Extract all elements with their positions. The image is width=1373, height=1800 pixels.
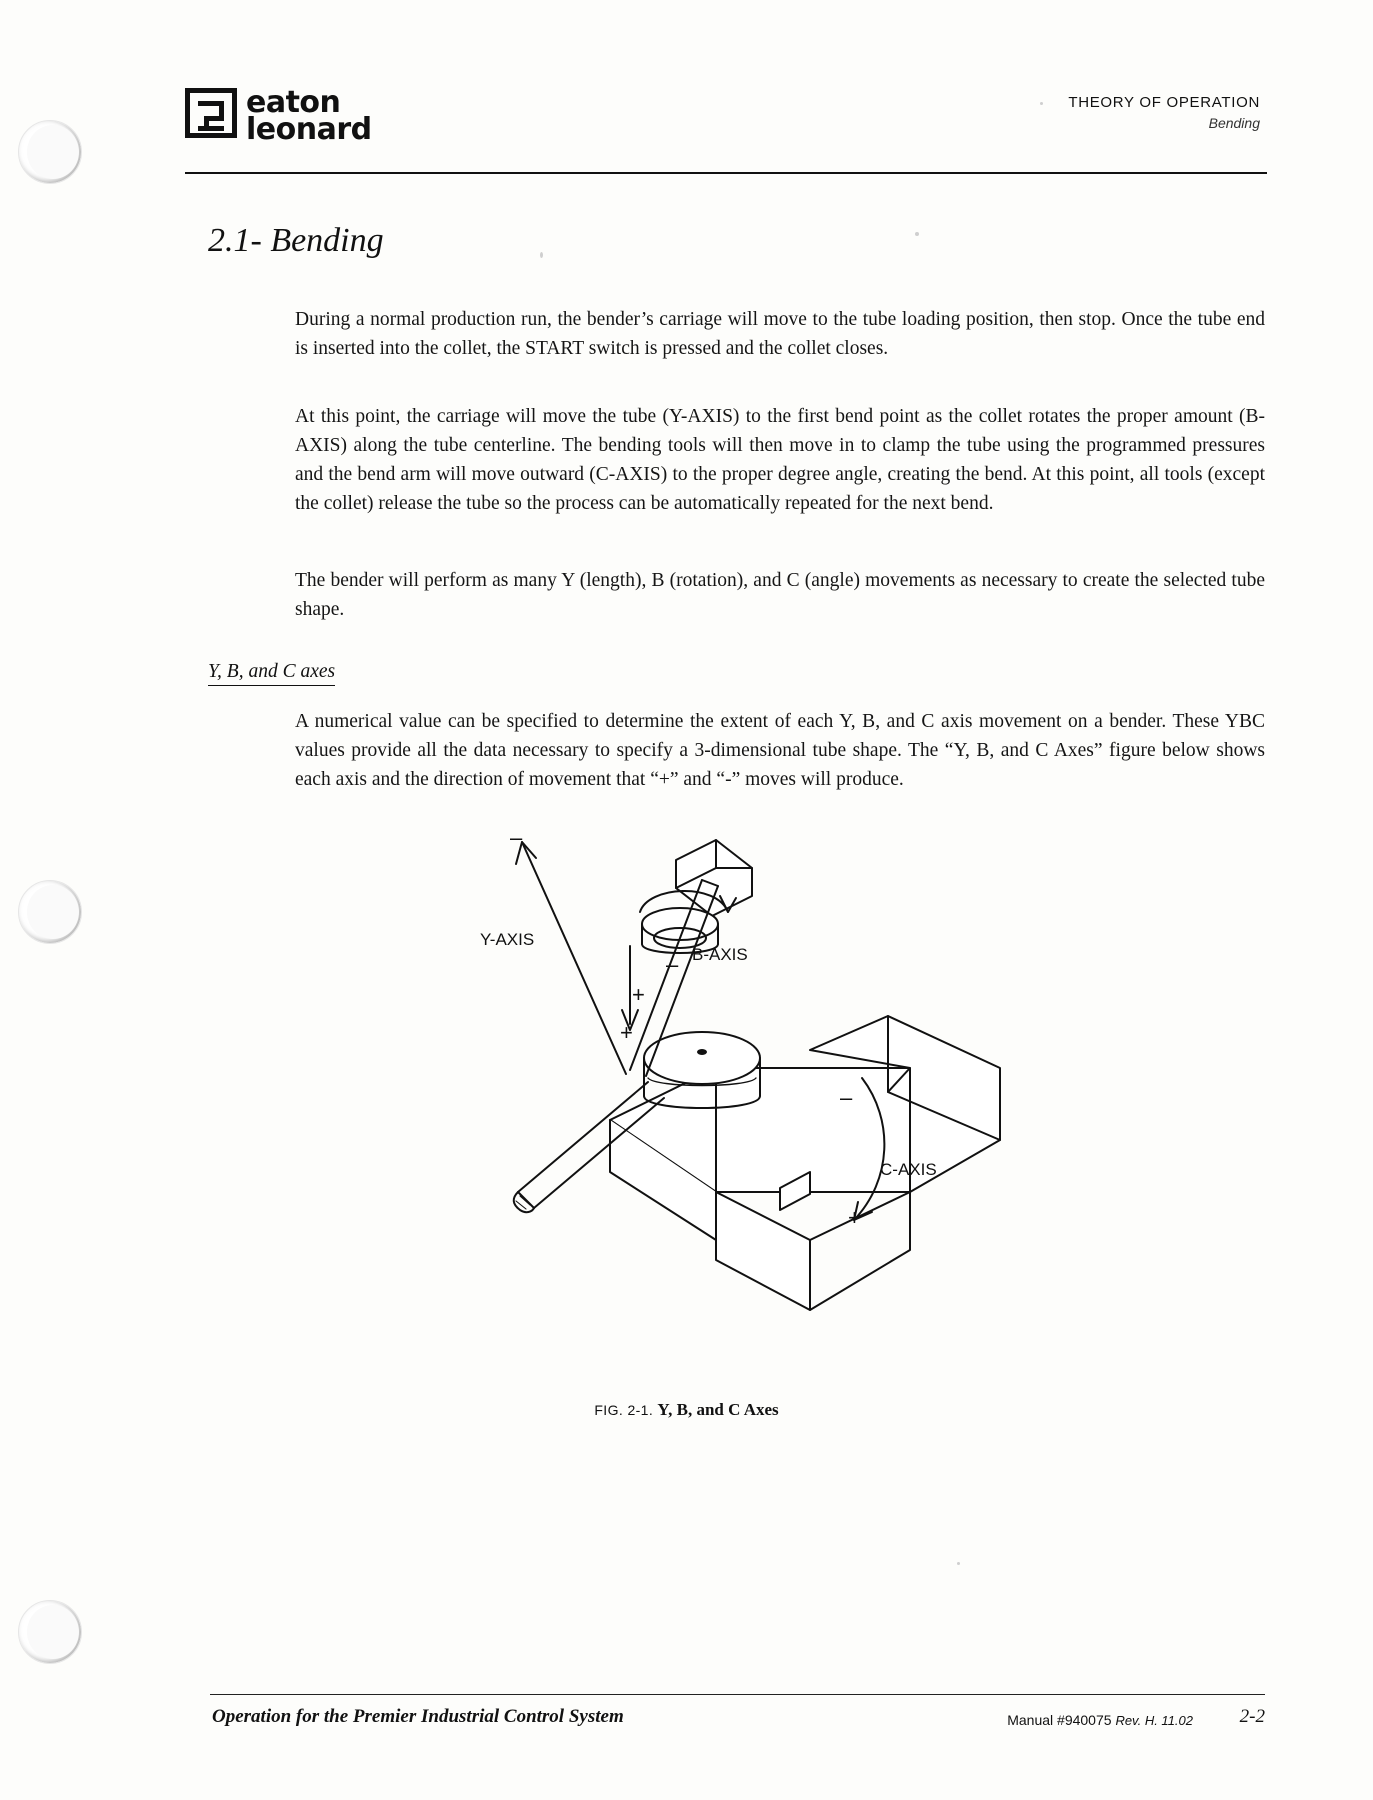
figure-ybc-axes (480, 820, 1100, 1340)
figure-label-c-axis: C-AXIS (880, 1160, 937, 1179)
footer-manual-info (1007, 1712, 1193, 1728)
figure-caption-name: Y, B, and C Axes (657, 1400, 779, 1419)
binder-hole-top (18, 120, 82, 184)
logo-wordmark (246, 85, 372, 147)
logo-line-2: leonard (246, 112, 372, 147)
binder-hole-middle (18, 880, 82, 944)
figure-sign-y-minus: – (510, 825, 523, 850)
scan-speck (957, 1562, 960, 1565)
scan-speck (1040, 102, 1043, 105)
header-running-head (1068, 94, 1260, 131)
figure-caption (0, 1400, 1373, 1420)
figure-sign-y-plus: + (620, 1020, 633, 1045)
figure-label-y-axis: Y-AXIS (480, 930, 535, 949)
scan-speck (540, 252, 543, 258)
figure-sign-c-plus: + (848, 1205, 861, 1230)
figure-sign-c-minus: – (840, 1085, 853, 1110)
footer-divider (210, 1694, 1265, 1695)
header-title: THEORY OF OPERATION (1068, 94, 1260, 111)
figure-label-b-axis: B-AXIS (692, 945, 748, 964)
logo-mark-icon (185, 88, 237, 138)
header-divider (185, 172, 1267, 174)
footer-document-title: Operation for the Premier Industrial Control System (212, 1706, 624, 1727)
header-subtitle: Bending (1208, 115, 1260, 131)
scan-speck (915, 232, 919, 236)
page-title: 2.1- Bending (208, 222, 384, 259)
footer-revision: Rev. H. 11.02 (1115, 1713, 1193, 1728)
body-paragraph-4: A numerical value can be specified to determine the extent of each Y, B, and C axis movement on a bender. These YBC values provide all the data necessary to specify a 3-dimensional tube shape. The “Y, B, and C Axes” figure below shows each axis and the direction of movement that “+” and “-” moves will produce. (295, 711, 1265, 790)
subsection-heading: Y, B, and C axes (208, 661, 335, 686)
logo-line-1: eaton (246, 85, 341, 120)
binder-hole-bottom (18, 1600, 82, 1664)
body-paragraph-3: The bender will perform as many Y (length), B (rotation), and C (angle) movements as necessary to create the selected tube shape. (295, 570, 1265, 620)
bender-line-drawing (480, 820, 1100, 1340)
figure-caption-number: FIG. 2-1. (594, 1402, 654, 1418)
footer-manual-number: Manual #940075 (1007, 1712, 1112, 1728)
eaton-leonard-logo (185, 85, 372, 147)
footer-page-number: 2-2 (1239, 1706, 1265, 1727)
figure-sign-b-minus: – (666, 952, 679, 977)
body-paragraph-2: At this point, the carriage will move the tube (Y-AXIS) to the first bend point as the collet rotates the proper amount (B-AXIS) along the tube centerline. The bending tools will then move in to clamp the tube using the programmed pressures and the bend arm will move outward (C-AXIS) to the proper degree angle, creating the bend. At this point, all tools (except the collet) release the tube so the process can be automatically repeated for the next bend. (295, 406, 1265, 514)
page-header (185, 85, 1260, 170)
body-paragraph-1: During a normal production run, the bender’s carriage will move to the tube loading position, then stop. Once the tube end is inserted into the collet, the START switch is pressed and the collet closes. (295, 309, 1265, 359)
figure-sign-b-plus: + (632, 982, 645, 1007)
